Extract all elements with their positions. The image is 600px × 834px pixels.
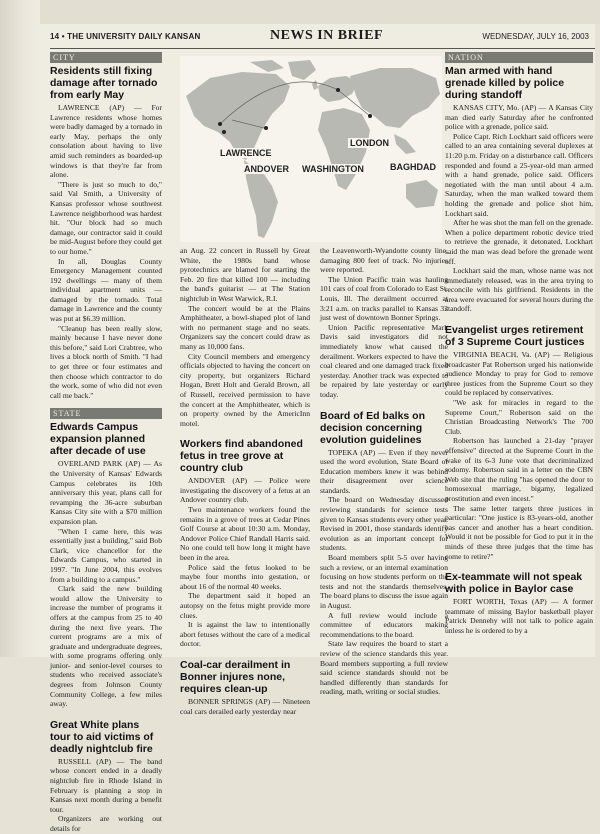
- article-paragraph: ANDOVER (AP) — Police were investigating the discovery of a fetus at an Andover country club.: [180, 476, 310, 505]
- article-headline: Evangelist urges retirement of 3 Supreme Court justices: [445, 324, 585, 349]
- article-paragraph: Board members split 5-5 over having such a review, or an internal examination focusing on how students perform on the tests and not the standards themselves. The board plans to discuss the issue again in August.: [320, 553, 448, 610]
- article-paragraph: FORT WORTH, Texas (AP) — A former teammate of missing Baylor basketball player Patrick Dennehy will not talk to police again unless he is ordered to by a: [445, 597, 593, 635]
- article-paragraph: KANSAS CITY, Mo. (AP) — A Kansas City man died early Saturday after he confronted police with a grenade, police said.: [445, 103, 593, 132]
- article-paragraph: The board on Wednesday discussed reviewing standards for science tests given to Kansas students every other year. Revised in 2001, those standards identify evolution as an important concept for students.: [320, 495, 449, 553]
- map-marker: [222, 130, 226, 134]
- article-paragraph: It is against the law to intentionally abort fetuses without the care of a medical doctor.: [180, 620, 310, 649]
- column-1: [50, 52, 162, 834]
- article-paragraph: Two maintenance workers found the remains in a grove of trees at Cedar Pines Golf Course at about 10:30 a.m. Monday, Andover Police Chief Randall Harris said. No one could tell how long it might have been in the area.: [180, 505, 310, 563]
- issue-date: WEDNESDAY, JULY 16, 2003: [482, 32, 589, 41]
- article-paragraph: Union Pacific representative Mark Davis said investigators did not immediately know what caused the derailment. Workers expected to have the coal cleared and one damaged track fixed yesterday. Another track was expected to be repaired by late yesterday or early today.: [320, 322, 448, 399]
- page-reference: 14 • THE UNIVERSITY DAILY KANSAN: [50, 32, 201, 41]
- article-paragraph: In all, Douglas County Emergency Management counted 192 dwellings — many of them individual apartment units — damaged by the tornado. Total damage in Lawrence and the county was put at $6.39 million.: [50, 256, 162, 324]
- article-paragraph: BONNER SPRINGS (AP) — Nineteen coal cars derailed early yesterday near: [180, 696, 310, 716]
- article-paragraph: "When I came here, this was essentially just a building," said Bob Clark, vice chancellor for the Edwards Campus, who started in 1997. "In June 2004, this evolves from a building to a campus.": [50, 526, 162, 584]
- map-label-lawrence: LAWRENCE: [220, 148, 272, 158]
- map-marker: [218, 122, 222, 126]
- map-marker: [264, 126, 268, 130]
- header-rule: [50, 48, 595, 49]
- article-paragraph: Police said the fetus looked to be maybe four months into gestation, or about 16 of the normal 40 weeks.: [180, 562, 310, 591]
- article-paragraph: TOPEKA (AP) — Even if they never used the word evolution, State Board of Education members knew it was behind their disagreement over science standards.: [320, 447, 448, 495]
- article-paragraph: The Union Pacific train was hauling 101 cars of coal from Colorado to East St. Louis, Ill. The derailment occurred at 3:21 a.m. on tracks parallel to Kansas 32 just west of downtown Bonner Springs.: [320, 274, 449, 323]
- section-label-state: STATE: [50, 408, 162, 419]
- page-header: [40, 28, 595, 46]
- article-paragraph: Police Capt. Rich Lockhart said officers were called to an area containing several duplexes at 11:20 p.m. Friday on a disturbance call. Officers responded and found a 25-year-old man armed with a hand grenade, police said. Officers negotiated with the man until about 4 a.m. Saturday, when the man walked toward them holding the grenade and police shot him, Lockhart said.: [445, 131, 593, 218]
- column-2: [180, 246, 310, 716]
- article-paragraph: RUSSELL (AP) — The band whose concert ended in a deadly nightclub fire in Rhode Island in February is planning a stop in Kansas next month during a benefit tour.: [50, 756, 162, 814]
- column-3: [320, 246, 448, 697]
- world-map-graphic: [180, 56, 442, 242]
- map-marker: [368, 114, 372, 118]
- binding-spine: [0, 0, 40, 657]
- article-headline: Board of Ed balks on decision concerning evolution guidelines: [320, 409, 426, 446]
- article-headline: Coal-car derailment in Bonner injures none, requires clean-up: [180, 658, 291, 695]
- article-paragraph: The department said it hoped an autopsy on the fetus might provide more clues.: [180, 591, 310, 620]
- article-paragraph: State law requires the board to start a review of the science standards this year. Board members supporting a full review said science standards should not be handled differently than standards for reading, math, writing or social studies.: [320, 639, 448, 697]
- article-headline: Edwards Campus expansion planned after decade of use: [50, 421, 146, 458]
- article-paragraph: OVERLAND PARK (AP) — As the University of Kansas' Edwards Campus celebrates its 10th anniversary this year, plans call for revamping the 36-acre suburban Kansas City site with a $70 million expansion plan.: [50, 459, 162, 526]
- article-paragraph: VIRGINIA BEACH, Va. (AP) — Religious broadcaster Pat Robertson urged his nationwide audience Monday to pray for God to remove three justices from the Supreme Court so they could be replaced by conservatives.: [445, 350, 593, 398]
- article-paragraph: Organizers are working out details for: [50, 814, 162, 833]
- article-headline: Residents still fixing damage after tornado from early May: [50, 65, 158, 101]
- map-label-baghdad: BAGHDAD: [390, 162, 436, 172]
- section-label-nation: NATION: [445, 52, 593, 63]
- map-label-washington: WASHINGTON: [302, 164, 364, 174]
- article-paragraph: "We ask for miracles in regard to the Supreme Court," Robertson said on the Christian Broadcasting Network's The 700 Club.: [445, 398, 593, 436]
- map-label-london: LONDON: [350, 138, 389, 148]
- map-label-andover: ANDOVER: [244, 164, 290, 174]
- article-paragraph: After he was shot the man fell on the grenade. When a police department robotic device tried to retrieve the grenade, it detonated, Lockhart said the man was dead before the grenade went off.: [445, 218, 594, 266]
- article-paragraph: City Council members and emergency officials objected to having the concert on city property, but organizers Richard Hogan, Brett Holt and Gerald Brown, all of Russell, received permission to have the concert at the Amphitheater, which is on property owned by the AmericInn motel.: [180, 351, 310, 428]
- article-paragraph: Robertson has launched a 21-day "prayer offensive" directed at the Supreme Court in the wake of its 6-3 June vote that decriminalized sodomy. Robertson said in a letter on the CBN Web site that the ruling "has opened the door to homosexual marriage, bigamy, legalized prostitution and even incest.": [445, 436, 593, 503]
- page-top-margin: [40, 0, 600, 24]
- section-label-city: CITY: [50, 52, 162, 63]
- article-paragraph: A full review would include a committee of educators making recommendations to the board.: [320, 610, 448, 639]
- article-paragraph: Lockhart said the man, whose name was not immediately released, was in the area trying to reconcile with his girlfriend. Residents in the area were evacuated for several hours during the standoff.: [445, 266, 593, 314]
- newspaper-page: [40, 24, 595, 833]
- article-paragraph: The same letter targets three justices in particular: "One justice is 83-years-old, another has cancer and another has a heart condition. Would it not be possible for God to put it in the minds of these three judges that the time has come to retire?": [445, 503, 593, 561]
- article-paragraph: the Leavenworth-Wyandotte county line, damaging 800 feet of track. No injuries were reported.: [320, 246, 448, 275]
- article-headline: Ex-teammate will not speak with police in Baylor case: [445, 571, 583, 596]
- article-paragraph: an Aug. 22 concert in Russell by Great White, the 1980s band whose pyrotechnics are blamed for starting the Feb. 20 fire that killed 100 — including the band's guitarist — at The Station nightclub in West Warwick, R.I.: [180, 246, 310, 303]
- column-4: [445, 52, 593, 636]
- article-paragraph: LAWRENCE (AP) — For Lawrence residents whose homes were badly damaged by a tornado in early May, perhaps the only consolation about having to live amid such reminders as boarded-up windows is that they're far from alone.: [50, 103, 162, 180]
- section-title: NEWS IN BRIEF: [270, 28, 384, 43]
- article-headline: Man armed with hand grenade killed by police during standoff: [445, 65, 565, 101]
- article-headline: Workers find abandoned fetus in tree grove at country club: [180, 438, 303, 475]
- article-paragraph: "There is just so much to do," said Val Smith, a University of Kansas professor whose southwest Lawrence neighborhood was hardest hit. "Our block had so much damage, our contractor said it could be mid-August before they could get to our home.": [50, 179, 162, 256]
- article-paragraph: The concert would be at the Plains Amphitheater, a bowl-shaped plot of land with no permanent stage and no seats. Organizers say the concert could draw as many as 10,000 fans.: [180, 303, 310, 351]
- article-paragraph: Clark said the new building would allow the University to increase the number of programs it offers at the campus from 25 to 40 during the next five years. The current programs are a mix of graduate and undergraduate degrees, with some programs offering only junior- and senior-level courses to students who received associate's degrees from Johnson County Community College, a few miles away.: [50, 584, 162, 709]
- map-marker: [336, 88, 340, 92]
- article-headline: Great White plans tour to aid victims of deadly nightclub fire: [50, 718, 154, 755]
- article-paragraph: "Cleanup has been really slow, mainly because I have never done this before," said Lori Crabtree, who lives a block north of Smith. "I had to get three or four estimates and then choose which contractor to do the work, some of who did not even call me back.": [50, 323, 162, 400]
